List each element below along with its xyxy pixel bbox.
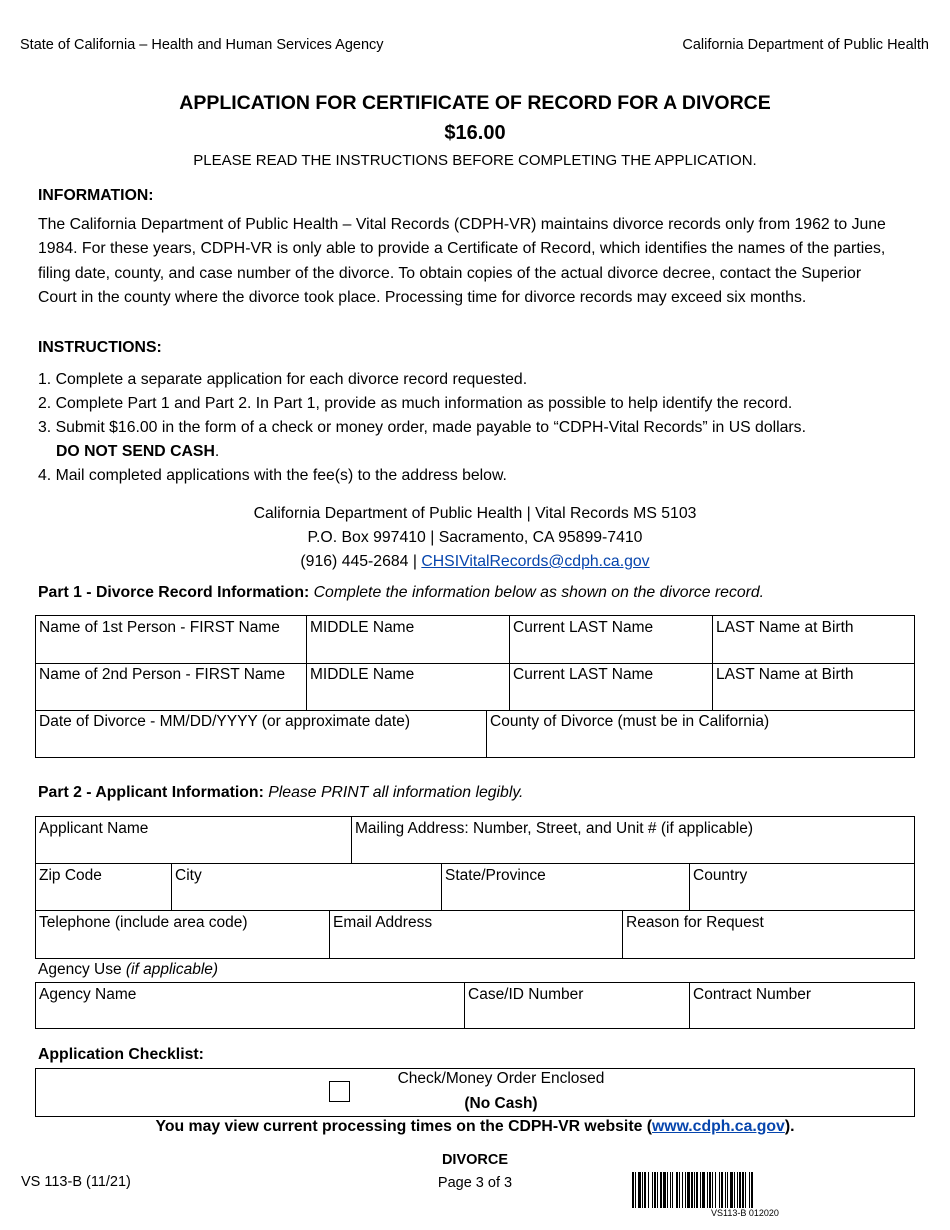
checklist-box xyxy=(35,1068,915,1117)
address-line-3 xyxy=(0,550,950,574)
no-cash-warning xyxy=(56,440,916,464)
person1-first-name-field[interactable]: Name of 1st Person - FIRST Name xyxy=(39,619,280,636)
fee-amount: $16.00 xyxy=(444,122,506,144)
page-number: Page 3 of 3 xyxy=(437,1175,513,1191)
processing-end: ). xyxy=(784,1118,795,1135)
form-id: VS 113-B (11/21) xyxy=(21,1174,131,1190)
agency-use-text: Agency Use xyxy=(38,961,126,978)
mailing-address xyxy=(0,502,950,574)
part1-heading xyxy=(38,584,764,602)
country-field[interactable]: Country xyxy=(693,867,748,884)
instruction-item-3: 3. Submit $16.00 in the form of a check or money order, made payable to “CDPH-Vital Records” in US dollars. xyxy=(38,419,806,436)
part2-title: Part 2 - Applicant Information: xyxy=(38,784,264,801)
header-agency: State of California – Health and Human Services Agency xyxy=(20,37,384,53)
person2-first-name-field[interactable]: Name of 2nd Person - FIRST Name xyxy=(39,666,286,683)
barcode-bars xyxy=(632,1172,858,1208)
city-field[interactable]: City xyxy=(175,867,202,884)
part2-table xyxy=(35,816,915,959)
instruction-item-2: 2. Complete Part 1 and Part 2. In Part 1, provide as much information as possible to help identify the record. xyxy=(38,395,793,412)
reason-for-request-field[interactable]: Reason for Request xyxy=(626,914,764,931)
address-line-1: California Department of Public Health | Vital Records MS 5103 xyxy=(253,505,697,522)
agency-use-qualifier: (if applicable) xyxy=(125,961,219,978)
processing-times-notice xyxy=(0,1118,950,1136)
email-address-field[interactable]: Email Address xyxy=(333,914,433,931)
person2-current-last-name-field[interactable]: Current LAST Name xyxy=(513,666,654,683)
agency-use-label xyxy=(38,961,218,979)
page-title: APPLICATION FOR CERTIFICATE OF RECORD FOR A DIVORCE xyxy=(179,92,771,114)
person2-birth-last-name-field[interactable]: LAST Name at Birth xyxy=(716,666,854,683)
cdph-website-link[interactable]: www.cdph.ca.gov xyxy=(652,1118,785,1135)
checklist-item-label: Check/Money Order Enclosed xyxy=(397,1070,605,1087)
person1-current-last-name-field[interactable]: Current LAST Name xyxy=(513,619,654,636)
no-cash-note: (No Cash) xyxy=(464,1095,538,1112)
phone-number: (916) 445-2684 | xyxy=(300,553,422,570)
information-heading: INFORMATION: xyxy=(38,187,154,204)
state-province-field[interactable]: State/Province xyxy=(445,867,546,884)
part1-title: Part 1 - Divorce Record Information: xyxy=(38,584,310,601)
information-body: The California Department of Public Health – Vital Records (CDPH-VR) maintains divorce records only from 1962 to June 1984. For these years, CDPH-VR is only able to provide a Certificate of Record, which identifies the names of the parties, filing date, county, and case number of the divorce. To obtain copies of the actual divorce decree, contact the Superior Court in the county where the divorce took place. Processing time for divorce records may exceed six months. xyxy=(38,216,886,306)
instruction-item-1: 1. Complete a separate application for each divorce record requested. xyxy=(38,371,528,388)
processing-text: You may view current processing times on the CDPH-VR website ( xyxy=(155,1118,653,1135)
divorce-date-field[interactable]: Date of Divorce - MM/DD/YYYY (or approximate date) xyxy=(39,713,410,730)
mailing-address-field[interactable]: Mailing Address: Number, Street, and Unit # (if applicable) xyxy=(355,820,754,837)
applicant-name-field[interactable]: Applicant Name xyxy=(39,820,149,837)
barcode xyxy=(632,1172,858,1218)
person1-middle-name-field[interactable]: MIDDLE Name xyxy=(310,619,415,636)
address-line-2: P.O. Box 997410 | Sacramento, CA 95899-7410 xyxy=(307,529,643,546)
telephone-field[interactable]: Telephone (include area code) xyxy=(39,914,248,931)
header-department: California Department of Public Health xyxy=(682,37,929,53)
instruction-item-4: 4. Mail completed applications with the fee(s) to the address below. xyxy=(38,467,507,484)
person2-middle-name-field[interactable]: MIDDLE Name xyxy=(310,666,415,683)
instructions-heading: INSTRUCTIONS: xyxy=(38,339,162,356)
no-cash-text: DO NOT SEND CASH xyxy=(56,443,215,460)
part2-subtitle: Please PRINT all information legibly. xyxy=(268,784,524,801)
agency-name-field[interactable]: Agency Name xyxy=(39,986,137,1003)
part1-table xyxy=(35,615,915,758)
form-category: DIVORCE xyxy=(441,1152,509,1168)
case-id-number-field[interactable]: Case/ID Number xyxy=(468,986,584,1003)
agency-table xyxy=(35,982,915,1029)
no-cash-period: . xyxy=(214,443,220,460)
barcode-label: VS113-B 012020 xyxy=(711,1208,779,1218)
person1-birth-last-name-field[interactable]: LAST Name at Birth xyxy=(716,619,854,636)
zip-code-field[interactable]: Zip Code xyxy=(39,867,102,884)
read-instructions-notice: PLEASE READ THE INSTRUCTIONS BEFORE COMPLETING THE APPLICATION. xyxy=(193,152,757,169)
email-link[interactable]: CHSIVitalRecords@cdph.ca.gov xyxy=(421,553,650,570)
part2-heading xyxy=(38,784,523,802)
divorce-county-field[interactable]: County of Divorce (must be in California) xyxy=(490,713,770,730)
part1-subtitle: Complete the information below as shown on the divorce record. xyxy=(313,584,765,601)
checklist-heading: Application Checklist: xyxy=(38,1046,204,1063)
contract-number-field[interactable]: Contract Number xyxy=(693,986,812,1003)
